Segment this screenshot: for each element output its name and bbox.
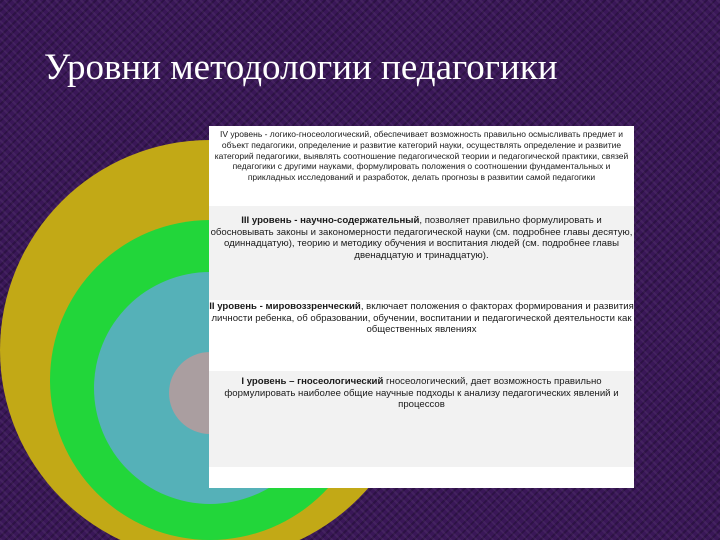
level-3-lead: III уровень - научно-содержательный <box>241 215 420 226</box>
levels-text-panel <box>209 126 634 488</box>
level-1-text: гносеологический, дает возможность правильно формулировать наиболее общие научные подходы к анализу педагогических явлений и процессов <box>224 376 619 411</box>
level-1-description <box>209 376 634 411</box>
level-4-description <box>209 129 634 183</box>
level-3-description <box>209 215 634 262</box>
slide-title: Уровни методологии педагогики <box>44 47 558 88</box>
level-1-lead: I уровень – гносеологический <box>241 376 384 387</box>
level-2-lead: II уровень - мировоззренческий <box>209 301 361 312</box>
level-2-description <box>209 301 634 336</box>
level-3-text: , позволяет правильно формулировать и обосновывать законы и закономерности педагогической науки (см. подробнее главы десятую, одиннадцатую), теорию и методику обучения и воспитания людей (см. подробнее главы двенадцатую и тринадцатую). <box>210 215 633 262</box>
level-4-text: IV уровень - логико-гносеологический, обеспечивает возможность правильно осмысливать предмет и объект педагогики, определение и развитие категорий науки, осуществлять определение и развитие категорий педагогики, выявлять соотношение педагогической теории и педагогической практики, связей педагогики с другими науками, формулировать положения о соотношении фундаментальных и прикладных исследований и разработок, делать прогнозы в развитии самой педагогики <box>214 129 629 183</box>
level-2-text: , включает положения о факторах формирования и развития личности ребенка, об образовании, обучении, воспитании и педагогической деятельности как общественных явлениях <box>211 301 634 336</box>
